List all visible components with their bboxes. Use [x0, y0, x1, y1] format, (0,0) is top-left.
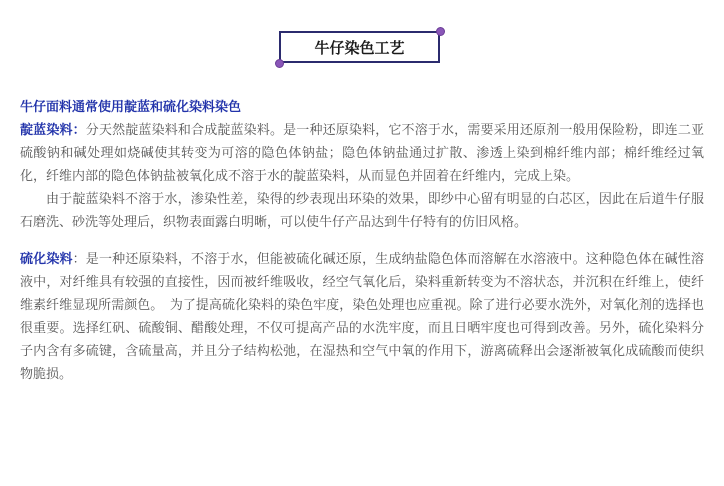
page-title: 牛仔染色工艺 — [279, 31, 440, 63]
sulfur-paragraph — [20, 248, 704, 386]
section-subheading: 牛仔面料通常使用靛蓝和硫化染料染色 — [20, 100, 242, 115]
indigo-paragraph — [20, 119, 704, 188]
indigo-paragraph-2: 由于靛蓝染料不溶于水，渗染性差，染得的纱表现出环染的效果，即纱中心留有明显的白芯区，因此在后道牛仔服石磨洗、砂洗等处理后，织物表面露白明晰，可以使牛仔产品达到牛仔特有的仿旧风格。 — [20, 192, 704, 230]
sulfur-text: ：是一种还原染料，不溶于水，但能被硫化碱还原，生成纳盐隐色体而溶解在水溶液中。这种隐色体在碱性溶液中，对纤维具有较强的直接性，因而被纤维吸收，经空气氧化后，染料重新转变为不溶状态，并沉积在纤维上，使纤维素纤维显现所需颜色。 为了提高硫化染料的染色牢度，染色处理也应重视。除了进行必要水洗外，对氧化剂的选择也很重要。选择红矾、硫酸铜、醋酸处理，不仅可提高产品的水洗牢度，而且日晒牢度也可得到改善。另外，硫化染料分子内含有多硫键，含硫量高，并且分子结构松弛，在湿热和空气中氧的作用下，游离硫释出会逐渐被氧化成硫酸而使织物脆损。 — [20, 252, 704, 382]
spacer — [20, 234, 704, 248]
indigo-term: 靛蓝染料： — [20, 123, 86, 138]
decor-dot-bottom-left — [275, 59, 284, 68]
decor-dot-top-right — [436, 27, 445, 36]
indigo-text: 分天然靛蓝染料和合成靛蓝染料。是一种还原染料，它不溶于水，需要采用还原剂一般用保险粉，即连二亚硫酸钠和碱处理如烧碱使其转变为可溶的隐色体钠盐；隐色体钠盐通过扩散、渗透上染到棉纤维内部；棉纤维经过氧化，纤维内部的隐色体钠盐被氧化成不溶于水的靛蓝染料，从而显色并固着在纤维内，完成上染。 — [20, 123, 704, 184]
sulfur-term: 硫化染料 — [20, 252, 73, 267]
article-body — [20, 96, 704, 386]
title-frame — [279, 31, 440, 63]
